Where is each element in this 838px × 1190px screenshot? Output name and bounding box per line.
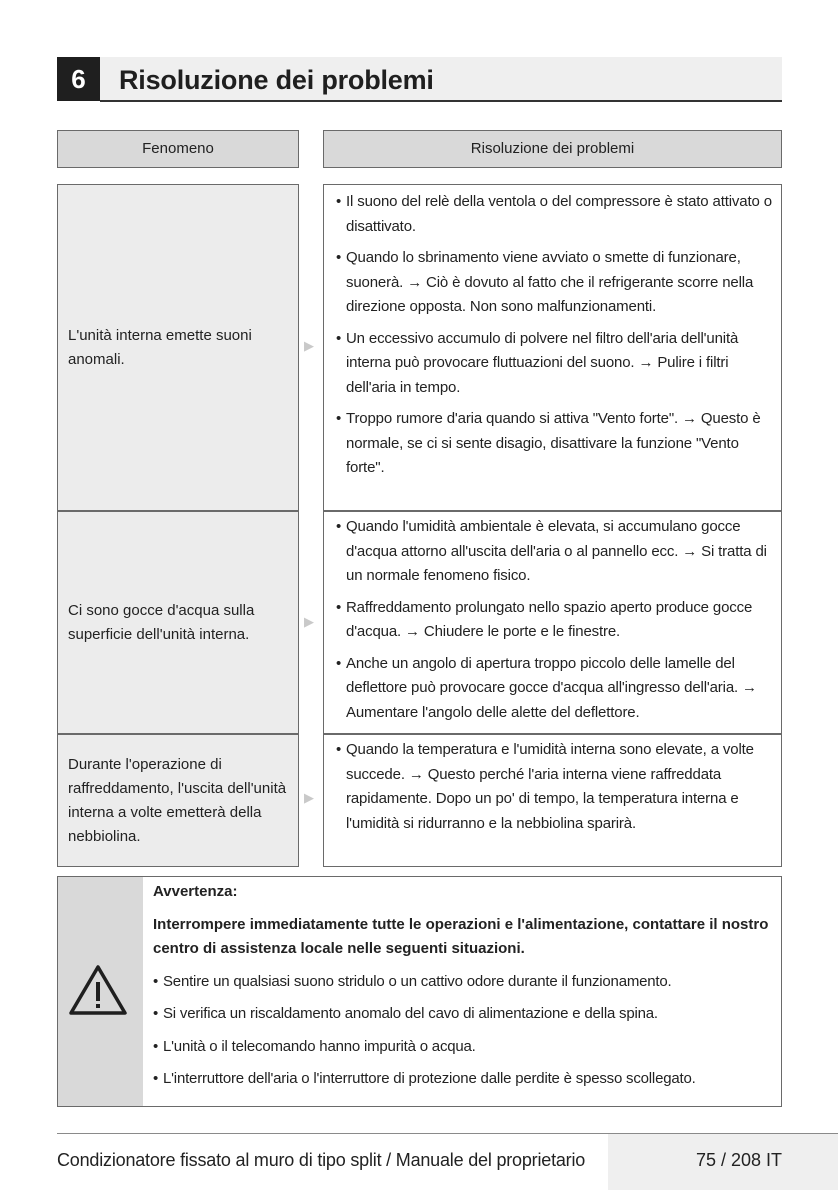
warning-content xyxy=(153,880,777,1100)
warning-item: • L'unità o il telecomando hanno impurità o acqua. xyxy=(153,1035,777,1060)
warning-item: • L'interruttore dell'aria o l'interruttore di protezione dalle perdite è spesso scollegato. xyxy=(153,1067,777,1092)
warning-intro: Interrompere immediatamente tutte le operazioni e l'alimentazione, contattare il nostro centro di assistenza locale nelle seguenti situazioni. xyxy=(153,915,769,957)
footer-manual-title: Condizionatore fissato al muro di tipo split / Manuale del proprietario xyxy=(57,1150,586,1170)
page-number: 75 / 208 IT xyxy=(695,1150,782,1170)
section-number: 6 xyxy=(57,57,100,101)
warning-triangle-icon xyxy=(66,962,130,1018)
phenomenon-text: L'unità interna emette suoni anomali. xyxy=(68,326,252,368)
header-solution: Risoluzione dei problemi xyxy=(323,130,782,168)
arrow-right-icon: ▶ xyxy=(304,790,314,805)
warning-list xyxy=(153,970,777,1092)
section-title: Risoluzione dei problemi xyxy=(119,65,434,95)
warning-title: Avvertenza: xyxy=(153,883,238,900)
solution-item: • Anche un angolo di apertura troppo piccolo delle lamelle del deflettore può provocare gocce d'acqua all'ingresso dell'aria. → Aumentare l'angolo delle alette del deflettore. xyxy=(336,652,773,726)
solution-item: • Un eccessivo accumulo di polvere nel filtro dell'aria dell'unità interna può provocare fluttuazioni del suono. → Pulire i filtri dell'aria in tempo. xyxy=(336,327,773,401)
solution-item: • Troppo rumore d'aria quando si attiva "Vento forte". → Questo è normale, se ci si sente disagio, disattivare la funzione "Vento forte". xyxy=(336,407,773,481)
title-underline xyxy=(100,100,782,102)
phenomenon-cell xyxy=(57,511,299,734)
solution-list xyxy=(336,515,773,725)
warning-item: • Sentire un qualsiasi suono stridulo o un cattivo odore durante il funzionamento. xyxy=(153,970,777,995)
phenomenon-cell xyxy=(57,734,299,867)
solution-cell xyxy=(323,184,782,511)
solution-cell xyxy=(323,734,782,867)
solution-item: • Il suono del relè della ventola o del compressore è stato attivato o disattivato. xyxy=(336,190,773,239)
warning-item: • Si verifica un riscaldamento anomalo del cavo di alimentazione e della spina. xyxy=(153,1002,777,1027)
phenomenon-text: Ci sono gocce d'acqua sulla superficie dell'unità interna. xyxy=(68,601,255,643)
phenomenon-cell xyxy=(57,184,299,511)
header-phenomenon: Fenomeno xyxy=(57,130,299,168)
phenomenon-text: Durante l'operazione di raffreddamento, l'uscita dell'unità interna a volte emetterà della nebbiolina. xyxy=(68,755,287,845)
solution-list xyxy=(336,738,773,836)
arrow-right-icon: ▶ xyxy=(304,338,314,353)
solution-item: • Quando la temperatura e l'umidità interna sono elevate, a volte succede. → Questo perché l'aria interna viene raffreddata rapidamente. Dopo un po' di tempo, la temperatura interna e l'umidità si ridurranno e la nebbiolina sparirà. xyxy=(336,738,773,836)
solution-list xyxy=(336,190,773,481)
solution-item: • Quando lo sbrinamento viene avviato o smette di funzionare, suonerà. → Ciò è dovuto al fatto che il refrigerante scorre nella direzione opposta. Non sono malfunzionamenti. xyxy=(336,246,773,320)
arrow-right-icon: ▶ xyxy=(304,614,314,629)
solution-item: • Raffreddamento prolungato nello spazio aperto produce gocce d'acqua. → Chiudere le porte e le finestre. xyxy=(336,596,773,645)
solution-cell xyxy=(323,511,782,734)
solution-item: • Quando l'umidità ambientale è elevata, si accumulano gocce d'acqua attorno all'uscita dell'aria o al pannello ecc. → Si tratta di un normale fenomeno fisico. xyxy=(336,515,773,589)
